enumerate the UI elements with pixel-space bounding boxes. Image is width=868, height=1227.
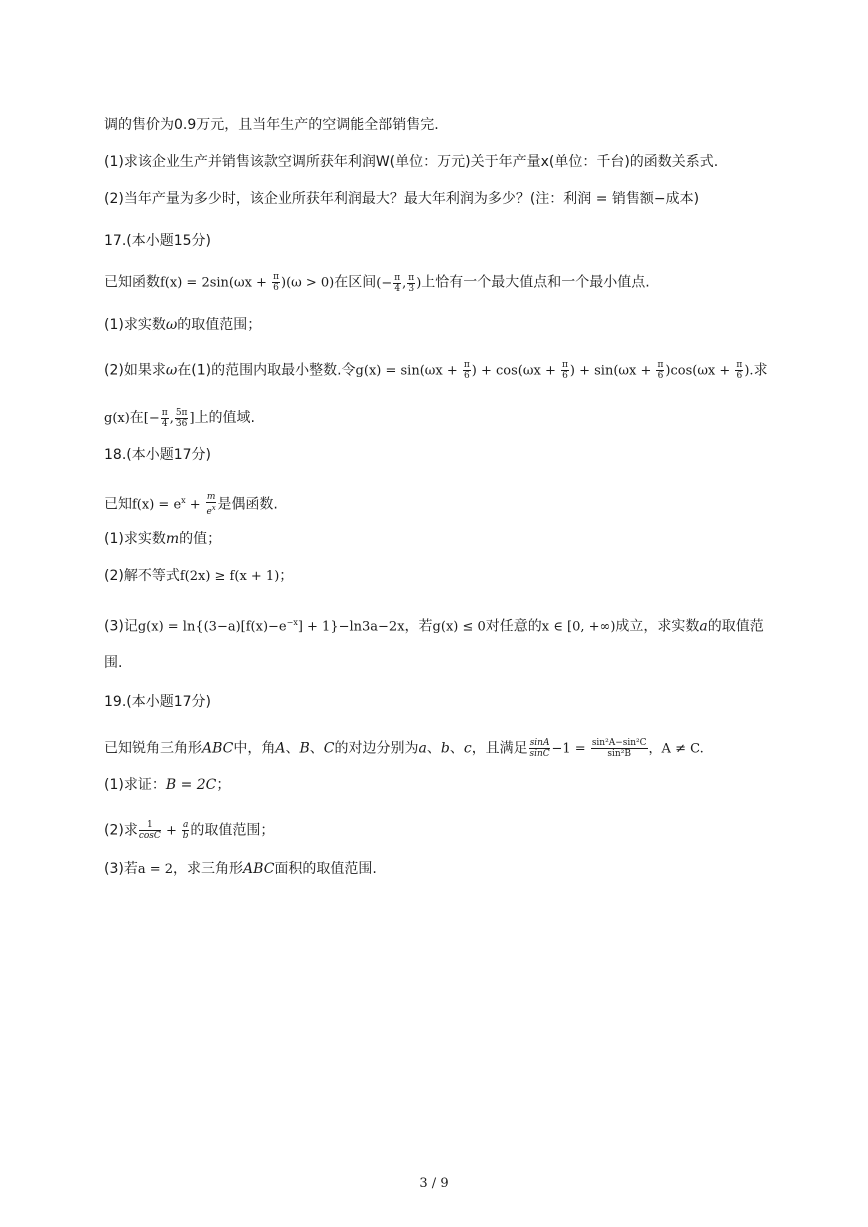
omega-condition: )(ω > 0): [281, 275, 335, 291]
problem16-part1: (1)求该企业生产并销售该款空调所获年利润W(单位：万元)关于年产量x(单位：千台)的函数关系式.: [104, 154, 719, 170]
function-f: f(x) = 2sin(ωx +: [160, 275, 272, 291]
problem18-header: 18.(本小题17分): [104, 447, 212, 463]
problem18-stem: 已知$f(x) = e^x$ + $\frac{m}{e^x}$ 是偶函数.: [104, 492, 278, 518]
problem19-part1: (1)求证：B = 2C；: [104, 777, 231, 793]
problem18-part1: (1)求实数m的值；: [104, 531, 222, 547]
problem19-stem: 已知锐角三角形ABC中，角A、B、C的对边分别为a、b、c，且满足 $\frac{\sin A}{\sin C}$ −1 = $\frac{\text{sin²A−sin²C}}{\text{sin²B}}$ ，A ≠ C.: [104, 738, 704, 759]
problem18-part3-cont: 围.: [104, 655, 123, 671]
problem19-part3: (3)若a = 2，求三角形ABC面积的取值范围.: [104, 861, 377, 877]
problem16-part2: (2)当年产量为多少时，该企业所获年利润最大？最大年利润为多少？(注：利润 = 销售额−成本): [104, 191, 700, 207]
problem18-part3: (3)记$g(x) = \ln\{(3-a)[f(x)-e^{-x}] + 1\}-\ln 3a-2x$，若g(x) ≤ 0对任意的x ∈ [0, +∞)成立，求实数a的取值范: [104, 618, 764, 635]
problem19-header: 19.(本小题17分): [104, 694, 212, 710]
fraction-pi-6: $\frac{\pi}{6}$: [273, 272, 279, 293]
problem17-part2-range: g(x)在[− $\frac{\pi}{4}$ , $\frac{5\pi}{36}$ ]上的值域.: [104, 408, 256, 429]
problem17-header: 17.(本小题15分): [104, 233, 212, 249]
problem18-part2: (2)解不等式f(2x) ≥ f(x + 1)；: [104, 568, 294, 584]
interval: (− $\frac{\pi}{4}$ , $\frac{\pi}{3}$ ): [376, 272, 422, 294]
stem-text: 已知函数: [104, 274, 160, 291]
problem17-part2: (2)如果求ω在(1)的范围内取最小整数.令g(x) = sin(ωx + $\frac{\pi}{6}$ ) + cos(ωx + $\frac{\pi}{6}$ ) + sin(ωx + $\frac{\pi}{6}$ )cos(ωx + $\frac{\pi}{6}$ ).求: [104, 360, 768, 381]
text-line-sale-price: 调的售价为0.9万元，且当年生产的空调能全部销售完.: [104, 117, 439, 133]
stem-text: 在区间: [334, 274, 377, 291]
problem17-part1: (1)求实数ω的取值范围；: [104, 317, 262, 333]
stem-text: 上恰有一个最大值点和一个最小值点.: [421, 274, 650, 291]
problem17-stem: [104, 272, 650, 294]
problem19-part2: (2)求 $\frac{1}{\cos C}$ + $\frac{a}{b}$ 的取值范围；: [104, 820, 275, 841]
page-number: 3 / 9: [419, 1176, 449, 1191]
